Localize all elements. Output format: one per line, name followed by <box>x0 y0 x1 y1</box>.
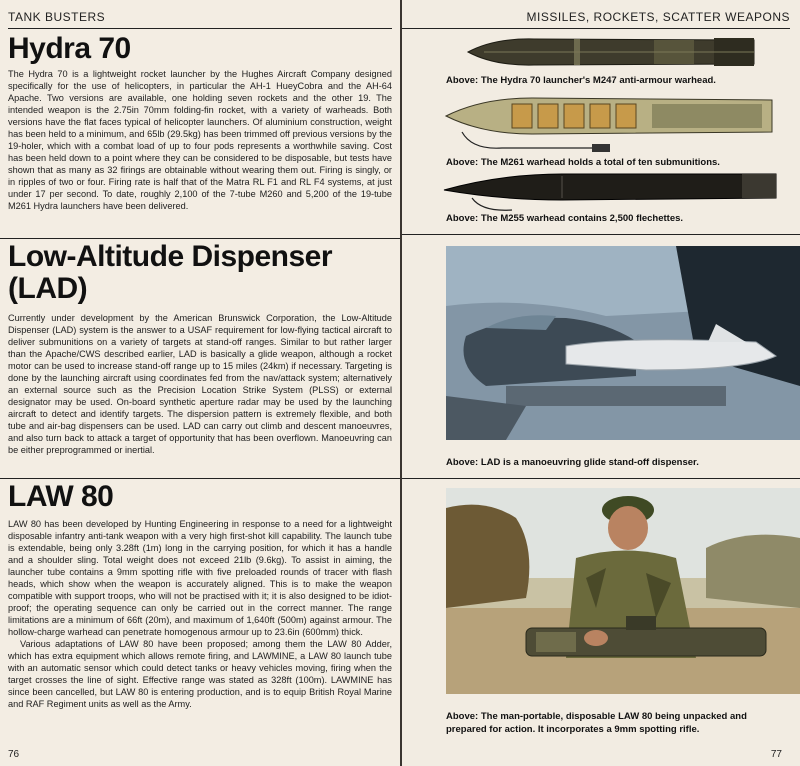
page-number-right: 77 <box>770 749 782 760</box>
m255-warhead-image <box>442 168 782 214</box>
law-80-paragraph-1: LAW 80 has been developed by Hunting Engineering in response to a need for a lightweight disposable infantry anti-tank weapon with a very high first-shot kill capability. The launch tube is extendable, being only 3.28ft (1m) long in the carrying position, for which it has a handle and a shoulder sling. Total weight does not exceed 21lb (9.6kg). To assist in aiming, the launcher tube contains a 9mm spotting rifle with five preloaded rounds of tracer with flash heads, which show when the weapon is accurately aligned. This is to make the weapon compatible with support troops, who will not be practised with it; it is also designed to be idiot-proof; the operating sequence can only be carried out in the correct manner. The range limitations are a minimum of 66ft (20m), and maximum of 1,640ft (500m) against armour. The hollow-charge warhead can penetrate homogenous armour up to 23.6in (600mm) thick. <box>8 519 392 637</box>
law-80-caption-line1: Above: The man-portable, disposable LAW 80 being unpacked and <box>446 711 747 722</box>
law-80-paragraph-2: Various adaptations of LAW 80 have been proposed; among them the LAW 80 Adder, which has extra equipment which allows remote firing, and LAWMINE, a LAW 80 launch tube with an automatic sensor which could detect tanks or heavy vehicles moving, firing when the target crosses the line of sight. Effective range was stated as 328ft (100m). LAWMINE has since been cancelled, but LAW 80 is entering production, and is to equip British Royal Marine and RAF Regiment units as well as the Army. <box>8 639 392 709</box>
header-rule-left <box>8 28 392 29</box>
header-rule-right <box>402 28 790 29</box>
law-80-text <box>8 518 392 710</box>
page-number-left: 76 <box>8 749 20 760</box>
running-head-right: MISSILES, ROCKETS, SCATTER WEAPONS <box>526 10 790 24</box>
lad-heading-line1: Low-Altitude Dispenser <box>8 240 333 273</box>
law-80-heading: LAW 80 <box>8 480 114 513</box>
m247-caption: Above: The Hydra 70 launcher's M247 anti-armour warhead. <box>446 75 716 86</box>
m261-warhead-image <box>442 92 782 154</box>
lad-paragraph: Currently under development by the American Brunswick Corporation, the Low-Altitude Dispenser (LAD) system is the answer to a USAF requirement for low-flying tactical aircraft to deliver submunitions on a variety of targets at stand-off ranges. Similar to but rather larger than the Apache/CWS described earlier, LAD is basically a glide weapon, although a rocket motor can be used to increase stand-off range up to 15 miles (24km) if necessary. Targeting is done by the launching aircraft using coordinates fed from the nav/attack system; alternatively an external source such as the Precision Location Strike System (PLSS) or external designator may be used. On-board synthetic aperture radar may be used by the launching aircraft to detect and identify targets. The dispersion pattern is extremely flexible, and both tube and air-bag dispensers can be used. LAD can carry out climb and descent manoeuvres, and also turn back to attack a target of opportunity that has been overflown. Manoeuvring can be either preprogrammed or inertial. <box>8 313 392 455</box>
section-rule-law80 <box>0 478 400 479</box>
right-page <box>402 0 800 766</box>
m247-warhead-image <box>464 32 774 72</box>
hydra-70-paragraph: The Hydra 70 is a lightweight rocket launcher by the Hughes Aircraft Company designed specifically for the use of helicopters, in particular the AH-1 HueyCobra and the AH-64 Apache. Two versions are available, one holding seven rockets and the other 19. The intended weapon is the 2.75in 70mm folding-fin rocket, with a variety of warheads. Both versions have the flat faces typical of helicopter launchers. Of aluminium construction, weight has been held to a minimum, and 65lb (29.5kg) has been trimmed off previous versions by the 19-holer, which with a combat load of up to four pods represents a worthwhile saving. Cost has been held down to a point where they can be considered to be disposable, but tests have shown that as many as 32 firings are obtainable without wearing them out. Firing is singly, or in ripples of two or four. Firing rate is half that of the Matra RL F1 and RL F4 systems, at just under 17 per second. To date, roughly 2,100 of the 7-tube M260 and 5,200 of the 19-tube M261 Hydra launchers have been delivered. <box>8 69 392 211</box>
hydra-70-heading: Hydra 70 <box>8 32 131 65</box>
section-rule-right-1 <box>402 234 800 235</box>
m255-caption: Above: The M255 warhead contains 2,500 flechettes. <box>446 213 684 224</box>
lad-caption: Above: LAD is a manoeuvring glide stand-off dispenser. <box>446 457 699 468</box>
m261-caption: Above: The M261 warhead holds a total of ten submunitions. <box>446 157 720 168</box>
lad-photo <box>446 246 800 440</box>
hydra-70-text <box>8 68 392 212</box>
section-rule-lad <box>0 238 400 239</box>
law-80-photo <box>446 488 800 694</box>
lad-text <box>8 312 392 456</box>
lad-heading-line2: (LAD) <box>8 272 88 305</box>
running-head-left: TANK BUSTERS <box>8 10 106 24</box>
section-rule-right-2 <box>402 478 800 479</box>
law-80-caption-line2: prepared for action. It incorporates a 9mm spotting rifle. <box>446 724 700 735</box>
